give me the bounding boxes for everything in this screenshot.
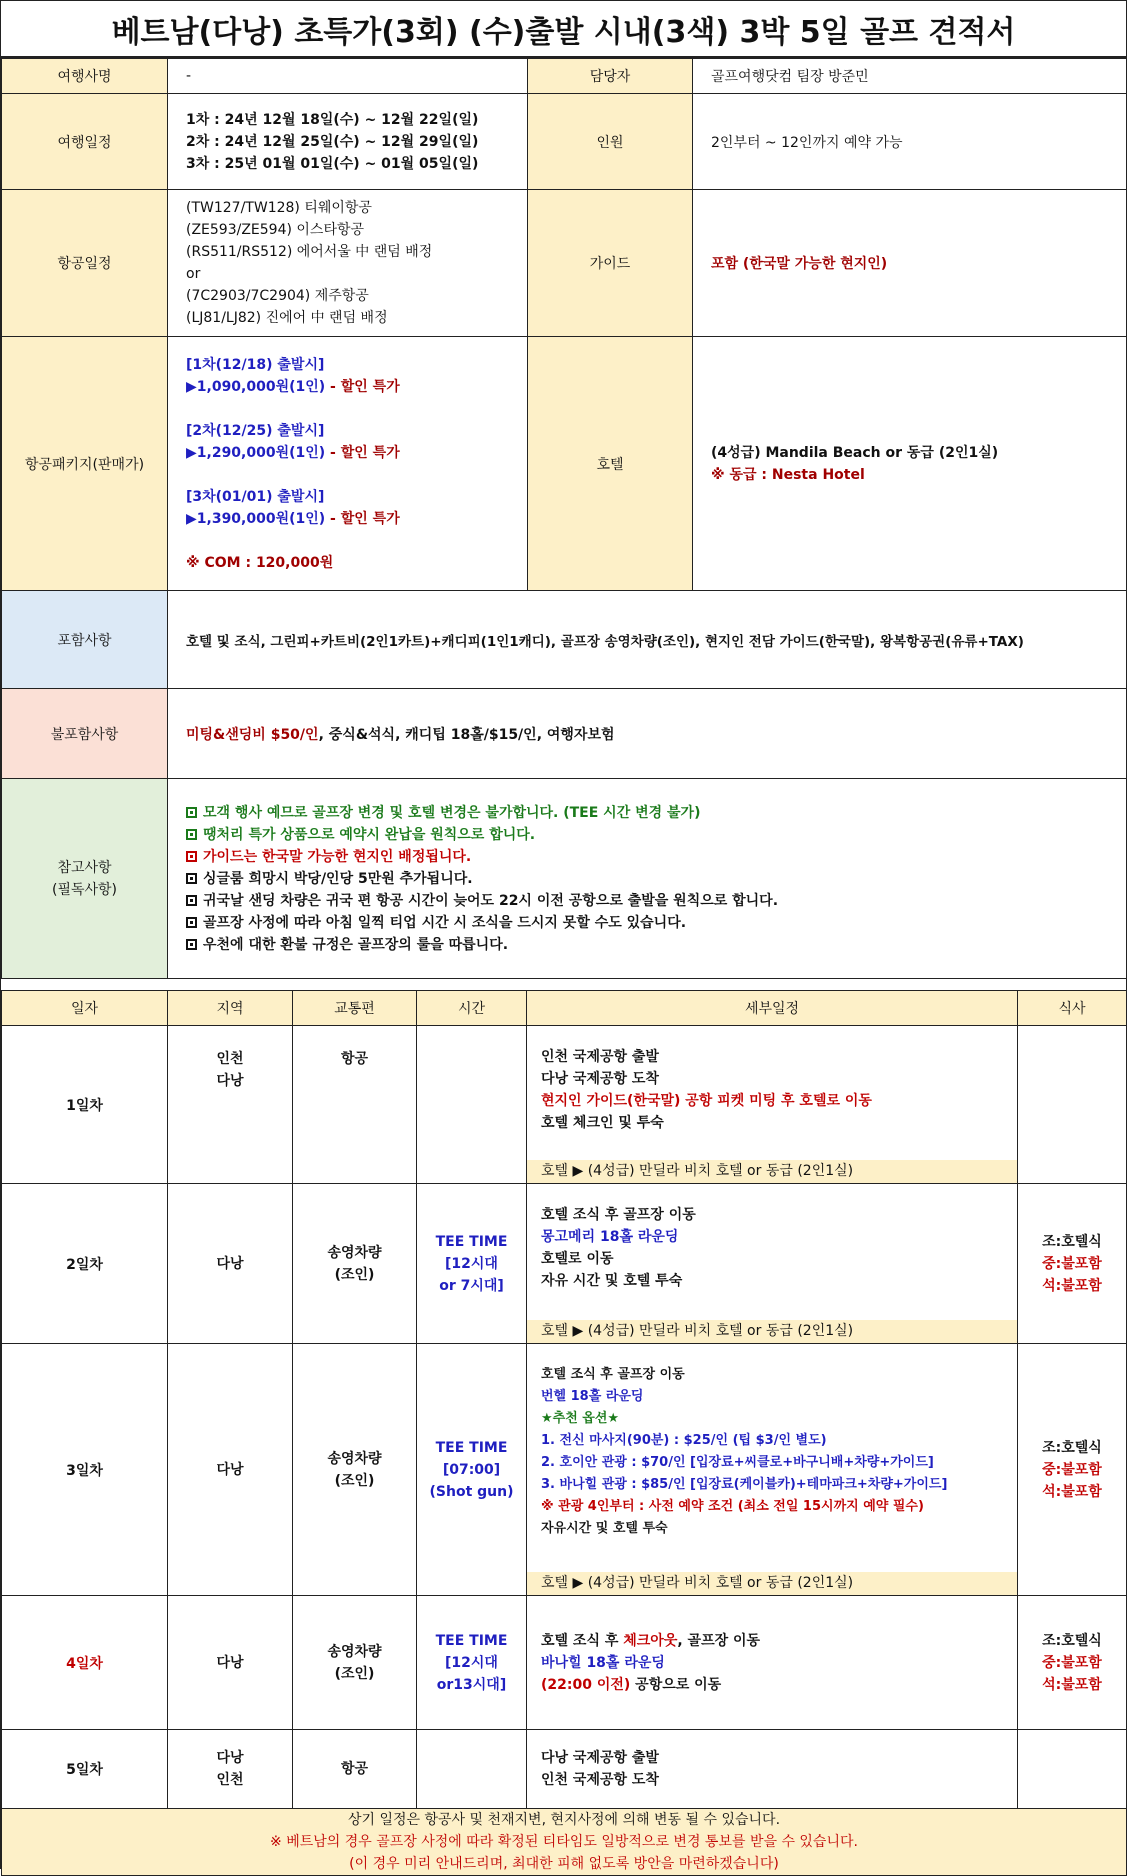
time-cell [417, 1730, 527, 1809]
schedule-line: 1차 : 24년 12월 18일(수) ~ 12월 22일(일) [186, 111, 479, 128]
itinerary-row [2, 1344, 1127, 1596]
checkbox-square-icon [186, 873, 197, 884]
region-cell: 다낭 [168, 1596, 293, 1730]
transport-cell: 항공 [293, 1026, 417, 1184]
meal-cell [1018, 1730, 1127, 1809]
notes-label-line: (필독사항) [51, 881, 118, 898]
time-cell: TEE TIME [12시대 or 7시대] [417, 1184, 527, 1344]
meal-cell: 조:호텔식 중:불포함 석:불포함 [1018, 1344, 1127, 1596]
itinerary-row [2, 1596, 1127, 1730]
guide-value: 포함 (한국말 가능한 현지인) [693, 190, 1127, 337]
itinerary-row [2, 1184, 1127, 1344]
region-cell: 다낭 [168, 1344, 293, 1596]
notes-label-line: 참고사항 [57, 859, 112, 876]
transport-cell: 송영차량 (조인) [293, 1184, 417, 1344]
package-price-line [186, 442, 509, 464]
checkbox-square-icon [186, 939, 197, 950]
package-note: - 할인 특가 [325, 378, 400, 395]
flight-line: (LJ81/LJ82) 진에어 中 랜덤 배정 [186, 310, 388, 326]
transport-cell: 송영차량 (조인) [293, 1596, 417, 1730]
day-cell: 3일차 [2, 1344, 168, 1596]
package-price: ▶1,390,000원(1인) [186, 510, 326, 527]
package-title: [3차(01/01) 출발시] [186, 488, 325, 505]
package-value [168, 337, 528, 591]
flight-line: or [186, 266, 201, 282]
hotel-name: (4성급) Mandila Beach or 동급 (2인1실) [711, 444, 999, 461]
flight-label: 항공일정 [2, 190, 168, 337]
package-title: [1차(12/18) 출발시] [186, 356, 325, 373]
include-value: 호텔 및 조식, 그린피+카트비(2인1카트)+캐디피(1인1캐디), 골프장 송영차량(조인), 현지인 전담 가이드(한국말), 왕복항공권(유류+TAX) [168, 591, 1127, 689]
detail-cell: 호텔 조식 후 골프장 이동 번헬 18홀 라운딩 ★추천 옵션★ 1. 전신 마사지(90분) : $25/인 (팁 $3/인 별도) 2. 호이안 관광 : $70/인 [입장료+씨클로+바구니배+차량+가이드] 3. 바나힐 관광 : $85/인 [입장료(케이블카)+테마파크+차량+가이드] ※ 관광 4인부터 : 사전 예약 조건 (최소 전일 15시까지 예약 필수) 자유시간 및 호텔 투숙 호텔 ▶ (4성급) 만딜라 비치 호텔 or 동급 (2인1실) [527, 1344, 1018, 1596]
flight-line: (RS511/RS512) 에어서울 中 랜덤 배정 [186, 244, 433, 260]
notes-label [2, 779, 168, 979]
info-table [1, 58, 1127, 979]
flight-line: (TW127/TW128) 티웨이항공 [186, 200, 372, 216]
checkbox-square-icon [186, 807, 197, 818]
time-cell [417, 1026, 527, 1184]
col-header-time: 시간 [417, 991, 527, 1026]
flight-line: (ZE593/ZE594) 이스타항공 [186, 222, 365, 238]
footer-line: (이 경우 미리 안내드리며, 최대한 피해 없도록 방안을 마련하겠습니다) [349, 1856, 779, 1872]
flight-value [168, 190, 528, 337]
package-price: ▶1,290,000원(1인) [186, 444, 326, 461]
travel-agency-label: 여행사명 [2, 59, 168, 94]
note-item: 싱글룸 희망시 박당/인당 5만원 추가됩니다. [186, 868, 1108, 890]
note-item: 가이드는 한국말 가능한 현지인 배정됩니다. [186, 846, 1108, 868]
exclude-red-text: 미팅&샌딩비 $50/인 [186, 726, 319, 743]
note-item: 귀국날 샌딩 차량은 귀국 편 항공 시간이 늦어도 22시 이전 공항으로 출발을 원칙으로 합니다. [186, 890, 1108, 912]
manager-label: 담당자 [528, 59, 693, 94]
exclude-rest-text: , 중식&석식, 캐디팁 18홀/$15/인, 여행자보험 [318, 726, 615, 743]
col-header-region: 지역 [168, 991, 293, 1026]
guide-label: 가이드 [528, 190, 693, 337]
detail-cell: 다낭 국제공항 출발 인천 국제공항 도착 [527, 1730, 1018, 1809]
footer-notice [2, 1809, 1127, 1876]
region-cell: 인천 다낭 [168, 1026, 293, 1184]
checkbox-square-icon [186, 829, 197, 840]
itinerary-table [1, 990, 1127, 1876]
detail-cell: 호텔 조식 후 체크아웃, 골프장 이동 바나힐 18홀 라운딩 (22:00 이전) 공항으로 이동 [527, 1596, 1018, 1730]
checkbox-square-icon [186, 851, 197, 862]
hotel-value [693, 337, 1127, 591]
hotel-bar: 호텔 ▶ (4성급) 만딜라 비치 호텔 or 동급 (2인1실) [527, 1320, 1017, 1343]
col-header-transport: 교통편 [293, 991, 417, 1026]
hotel-bar: 호텔 ▶ (4성급) 만딜라 비치 호텔 or 동급 (2인1실) [527, 1160, 1017, 1183]
schedule-label: 여행일정 [2, 94, 168, 190]
time-cell: TEE TIME [12시대 or13시대] [417, 1596, 527, 1730]
travel-agency-value: - [168, 59, 528, 94]
people-label: 인원 [528, 94, 693, 190]
include-label: 포함사항 [2, 591, 168, 689]
meal-cell [1018, 1026, 1127, 1184]
day-cell: 5일차 [2, 1730, 168, 1809]
people-value: 2인부터 ~ 12인까지 예약 가능 [693, 94, 1127, 190]
detail-cell: 인천 국제공항 출발 다낭 국제공항 도착 현지인 가이드(한국말) 공항 피켓 미팅 후 호텔로 이동 호텔 체크인 및 투숙 호텔 ▶ (4성급) 만딜라 비치 호텔 or 동급 (2인1실) [527, 1026, 1018, 1184]
footer-line: ※ 베트남의 경우 골프장 사정에 따라 확정된 티타임도 일방적으로 변경 통보를 받을 수 있습니다. [270, 1834, 858, 1850]
note-item: 모객 행사 예므로 골프장 변경 및 호텔 변경은 불가합니다. (TEE 시간 변경 불가) [186, 802, 1108, 824]
package-note: - 할인 특가 [325, 510, 400, 527]
region-cell: 다낭 [168, 1184, 293, 1344]
checkbox-square-icon [186, 917, 197, 928]
page-title: 베트남(다낭) 초특가(3회) (수)출발 시내(3색) 3박 5일 골프 견적서 [1, 1, 1126, 58]
hotel-bar: 호텔 ▶ (4성급) 만딜라 비치 호텔 or 동급 (2인1실) [527, 1572, 1017, 1595]
note-item: 골프장 사정에 따라 아침 일찍 티업 시간 시 조식을 드시지 못할 수도 있습니다. [186, 912, 1108, 934]
exclude-label-text: 불포함사항 [50, 726, 119, 743]
itinerary-row [2, 1026, 1127, 1184]
package-note: - 할인 특가 [325, 444, 400, 461]
package-label: 항공패키지(판매가) [2, 337, 168, 591]
checkbox-square-icon [186, 895, 197, 906]
schedule-line: 2차 : 24년 12월 25일(수) ~ 12월 29일(일) [186, 133, 479, 150]
time-cell: TEE TIME [07:00] (Shot gun) [417, 1344, 527, 1596]
schedule-value [168, 94, 528, 190]
note-item: 땡처리 특가 상품으로 예약시 완납을 원칙으로 합니다. [186, 824, 1108, 846]
package-title: [2차(12/25) 출발시] [186, 422, 325, 439]
exclude-value [168, 689, 1127, 779]
manager-value: 골프여행닷컴 팀장 방준민 [693, 59, 1127, 94]
com-value: ※ COM : 120,000원 [186, 554, 334, 571]
col-header-detail: 세부일정 [527, 991, 1018, 1026]
itinerary-row [2, 1730, 1127, 1809]
meal-cell: 조:호텔식 중:불포함 석:불포함 [1018, 1184, 1127, 1344]
day-cell: 1일차 [2, 1026, 168, 1184]
footer-line: 상기 일정은 항공사 및 천재지변, 현지사정에 의해 변동 될 수 있습니다. [347, 1812, 781, 1828]
hotel-note: ※ 동급 : Nesta Hotel [711, 466, 865, 483]
exclude-label [2, 689, 168, 779]
day-cell: 4일차 [2, 1596, 168, 1730]
meal-cell: 조:호텔식 중:불포함 석:불포함 [1018, 1596, 1127, 1730]
flight-line: (7C2903/7C2904) 제주항공 [186, 288, 369, 304]
schedule-line: 3차 : 25년 01월 01일(수) ~ 01월 05일(일) [186, 155, 479, 172]
region-cell: 다낭 인천 [168, 1730, 293, 1809]
package-price-line [186, 376, 509, 398]
notes-value [168, 779, 1127, 979]
transport-cell: 송영차량 (조인) [293, 1344, 417, 1596]
detail-cell: 호텔 조식 후 골프장 이동 몽고메리 18홀 라운딩 호텔로 이동 자유 시간 및 호텔 투숙 호텔 ▶ (4성급) 만딜라 비치 호텔 or 동급 (2인1실) [527, 1184, 1018, 1344]
package-price: ▶1,090,000원(1인) [186, 378, 326, 395]
day-cell: 2일차 [2, 1184, 168, 1344]
col-header-day: 일자 [2, 991, 168, 1026]
col-header-meal: 식사 [1018, 991, 1127, 1026]
hotel-label: 호텔 [528, 337, 693, 591]
package-price-line [186, 508, 509, 530]
transport-cell: 항공 [293, 1730, 417, 1809]
note-item: 우천에 대한 환불 규정은 골프장의 룰을 따릅니다. [186, 934, 1108, 956]
